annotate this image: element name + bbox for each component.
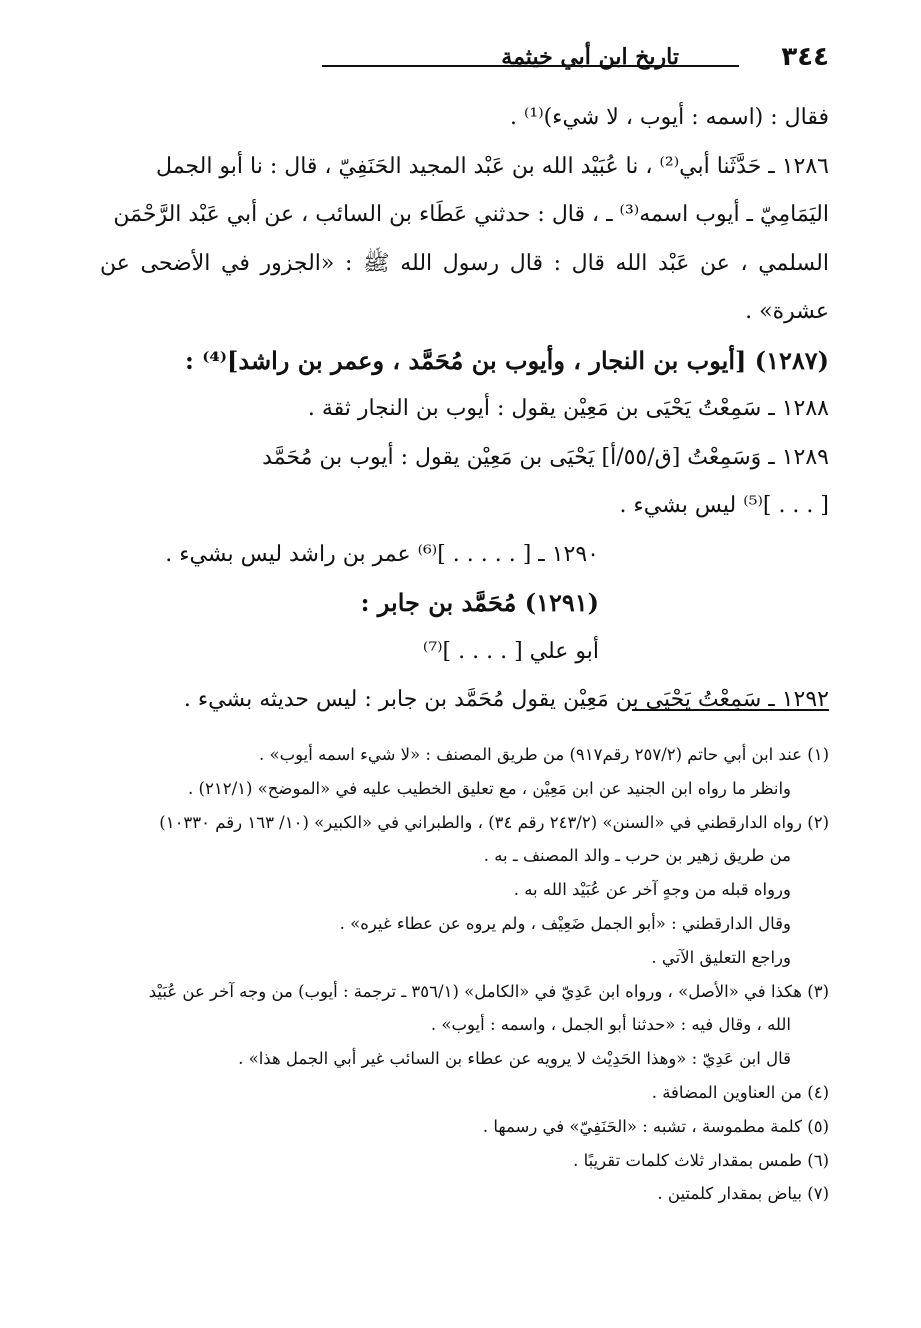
footnote-line: وقال الدارقطني : «أبو الجمل ضَعِيْف ، ولم يروه عن عطاء غيره» . xyxy=(339,913,791,933)
section-heading-1291: (١٢٩١) مُحَمَّد بن جابر : xyxy=(360,588,599,617)
footnote-line: وانظر ما رواه ابن الجنيد عن ابن مَعِيْن ، مع تعليق الخطيب عليه في «الموضح» (٢١٢/١) . xyxy=(188,778,791,798)
footnote-line: (٤) من العناوين المضافة . xyxy=(651,1082,829,1102)
text-line: السلمي ، عن عَبْد الله قال : قال رسول الله ﷺ : «الجزور في الأضحى عن عشرة» . xyxy=(100,250,830,324)
footnote-line: (٦) طمس بمقدار ثلاث كلمات تقريبًا . xyxy=(573,1150,829,1170)
footnote-line: من طريق زهير بن حرب ـ والد المصنف ـ به . xyxy=(483,846,791,866)
text-line: أبو علي [ . . . . ]⁽⁷⁾ xyxy=(422,638,599,664)
text-line: فقال : (اسمه : أيوب ، لا شيء)⁽¹⁾ . xyxy=(509,105,829,130)
footnote-line: قال ابن عَدِيّ : «وهذا الحَدِيْث لا يرويه عن عطاء بن السائب غير أبي الجمل هذا» . xyxy=(238,1049,791,1069)
entry-1292: ١٢٩٢ ـ سَمِعْتُ يَحْيَى بن مَعِيْن يقول مُحَمَّد بن جابر : ليس حديثه بشيء . xyxy=(183,687,829,712)
footnote-line: (١) عند ابن أبي حاتم (٢٥٧/٢ رقم٩١٧) من طريق المصنف : «لا شيء اسمه أيوب» . xyxy=(259,745,829,764)
footnote-line: (٥) كلمة مطموسة ، تشبه : «الحَنَفِيّ» في رسمها . xyxy=(482,1116,829,1136)
footnote-line: (٧) بياض بمقدار كلمتين . xyxy=(657,1184,829,1204)
main-text xyxy=(100,94,829,725)
footnote-separator xyxy=(632,709,829,711)
footnote-line: الله ، وقال فيه : «حدثنا أبو الجمل ، واسمه : أيوب» . xyxy=(430,1015,791,1035)
entry-1290: ١٢٩٠ ـ [ . . . . . ]⁽⁶⁾ عمر بن راشد ليس بشيء . xyxy=(165,541,599,567)
footnote-line: (٢) رواه الدارقطني في «السنن» (٢٤٣/٢ رقم ٣٤) ، والطبراني في «الكبير» (١٠/ ١٦٣ رقم ١٠٣٣٠) xyxy=(159,812,829,832)
text-line: [ . . . ]⁽⁵⁾ ليس بشيء . xyxy=(619,493,829,518)
page-number: ٣٤٤ xyxy=(781,42,829,72)
entry-1289: ١٢٨٩ ـ وَسَمِعْتُ [ق/٥٥/أ] يَحْيَى بن مَعِيْن يقول : أيوب بن مُحَمَّد xyxy=(262,444,829,470)
section-heading-1287: (١٢٨٧) [أيوب بن النجار ، وأيوب بن مُحَمَّد ، وعمر بن راشد]⁽⁴⁾ : xyxy=(185,345,829,375)
footnote-line: ورواه قبله من وجهٍ آخر عن عُبَيْد الله به . xyxy=(513,880,791,900)
header-rule xyxy=(322,65,739,67)
page-header xyxy=(100,40,829,80)
hadith-1286: ١٢٨٦ ـ حَدَّثَنا أبي⁽²⁾ ، نا عُبَيْد الله بن عَبْد المجيد الحَنَفِيّ ، قال : نا أبو الجمل xyxy=(156,153,829,179)
entry-1288: ١٢٨٨ ـ سَمِعْتُ يَحْيَى بن مَعِيْن يقول : أيوب بن النجار ثقة . xyxy=(307,396,829,421)
footnote-line: وراجع التعليق الآتي . xyxy=(651,947,791,967)
footnote-line: (٣) هكذا في «الأصل» ، ورواه ابن عَدِيّ في «الكامل» (٣٥٦/١ ـ ترجمة : أيوب) من وجه آخر عن عُبَيْد xyxy=(148,981,829,1001)
footnotes xyxy=(95,738,829,1211)
book-title: تاريخ ابن أبي خيثمة xyxy=(501,44,679,70)
text-line: اليَمَامِيّ ـ أيوب اسمه⁽³⁾ ـ ، قال : حدثني عَطَاء بن السائب ، عن أبي عَبْد الرَّحْمَن xyxy=(113,202,829,227)
